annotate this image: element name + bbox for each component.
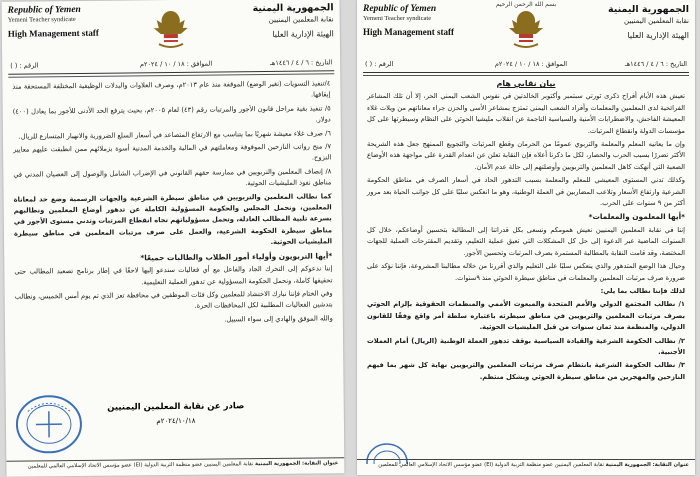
document-page-2: [2, 0, 345, 477]
demand-paragraph: كما نطالب المعلمين والتربويين في مناطق سيطرة الشرعية والجهات الرسمية وضع حد لمعاناة المعلمين، ونحمل المجلس والحكومة المسؤولية الكاملة عن تدهور أوضاع المعلمين ونطالبهم بسرعة تلبية المطالب العادلة، وتحمل مسؤولياتهم تجاه انقطاع المرتبات وتدني مستوى الأجور في مناطق سيطرة الحكومة الشرعية، والعمل على صرف مرتبات المعلمين في مناطق سيطرة المليشيات الحوثية.: [13, 191, 333, 247]
document-page-1: [357, 0, 695, 475]
signature-block: [96, 401, 256, 426]
footer-title: عنوان النقابة: الجمهورية اليمنية: [605, 462, 689, 468]
letterhead-union-ar: نقابة المعلمين اليمنيين: [268, 15, 334, 24]
letterhead-body-ar: الهيئة الإدارية العليا: [272, 29, 334, 39]
demand-item: ٤/تنفيذ التسويات (تغير الوضع) الموقفة منذ عام ٢٠١٣م، وصرف العلاوات والبدلات الوظيفية المختلفة المستحقة منذ إيقافها.: [12, 79, 331, 99]
english-letterhead: [8, 4, 128, 38]
reference-number: الرقم : ( ): [10, 61, 39, 70]
statement-title: بيان نقابي هام: [496, 79, 556, 88]
hijri-date: التاريخ : ٦ / ٤ / ١٤٤٦هـ: [269, 58, 333, 67]
letterhead-country-ar: الجمهورية اليمنية: [252, 2, 334, 15]
header-divider: [363, 72, 689, 73]
issuer-name: صادر عن نقابة المعلمين اليمنيين: [107, 401, 245, 413]
demand-item: ٣/ نطالب الحكومة الشرعية بانتظام صرف مرتبات المعلمين والتربويين نهاية كل شهر بما فيهم النازحين والمهجرين من مناطق سيطرة الحوثي وبشكل منتظم.: [367, 361, 685, 381]
page-footer: [6, 457, 344, 477]
reference-number: الرقم : ( ): [365, 60, 394, 68]
gregorian-date: الموافق : ١٨ / ١٠ / ٢٠٢٤م: [494, 60, 567, 68]
letterhead-body-en: High Management staff: [7, 27, 99, 39]
footer-text: نقابة المعلمين اليمنيين عضو منظمة التربية الدولية (EI) عضو مؤسس الاتحاد الإسلامي العالمي للمعلمين: [378, 462, 604, 468]
statement-body: [367, 78, 685, 385]
yemen-emblem-icon: [504, 8, 548, 50]
closing-paragraph: والله الموفق والهادي إلى سواء السبيل.: [224, 314, 333, 324]
hijri-date: التاريخ : ٦ / ٤ / ١٤٤٦هـ: [624, 60, 687, 68]
section-heading: *أيها المعلمون والمعلمات*: [588, 212, 685, 222]
statement-paragraph: وإن ما يعانيه المعلم والمعلمة والتربوي عمومًا من الحرمان وقطع المرتبات والتجويع الممنهج جعل هذه الشريحة الأكثر تضررًا بسبب الحرب والحصار، لكل ما ذكرنا أعلاه فإن النقابة تعلن عن انعدام القدرة على مواجهة هذه الأوضاع الصعبة التي أنهكت كاهل المعلمين والتربويين وأوصلتهم إلى حالة عدم الأمان.: [367, 140, 685, 171]
demand-item: ٨/ إنصاف المعلمين والتربويين في ممارسة حقهم القانوني في الإضراب الشامل والوصول إلى العصيان المدني في مناطق نفوذ المليشيات الحوثية.: [13, 167, 332, 188]
issue-date: ٢٠٢٤/١٠/١٨م: [156, 416, 196, 426]
statement-paragraph: إننا في نقابة المعلمين اليمنيين نعيش همومكم ونسعى بكل قدراتنا إلى المطالبة بتحسين أوضاعكم، خلال كل السنوات الماضية عبر الدعوة إلى حل كل المشكلات التي تعيق عملية التعليم، وتقديم المقترحات العملية للجهات المختصة، وقد قامت النقابة بالمطالبة المستمرة بصرف المرتبات وتحسين الأجور.: [367, 225, 685, 257]
english-letterhead: [363, 4, 483, 37]
letterhead-body-en: High Management staff: [363, 27, 454, 37]
basmala: بسم الله الرحمن الرحيم: [495, 1, 557, 8]
arabic-letterhead: [214, 2, 334, 39]
demand-item: ٢/ نطالب الحكومة الشرعية والقيادة السياسية بوقف تدهور العملة الوطنية (الريال) أمام العملات الأجنبية.: [367, 336, 685, 356]
demand-item: ١/ نطالب المجتمع الدولي والأمم المتحدة والمبعوث الأممي والمنظمات الحقوقية بإلزام الحوثي بصرف مرتبات المعلمين والتربويين في مناطق سيطرته باعتباره سلطة أمر واقع وفقًا للقانون الدولي، والمنظمة منذ ثمان سنوات من قبل المليشيات الحوثية.: [367, 300, 685, 332]
statement-paragraph: وحيال هذا الوضع المتدهور والذي ينعكس سلبًا على التعليم والذي أقررنا من خلاله مطالبنا المشروعة، فإننا نؤكد على ضرورة صرف مرتبات المعلمين والمعلمات في مناطق سيطرة الحوثي منذ ٩سنوات.: [367, 262, 685, 282]
demand-item: ٧/ منح رواتب النازحين الموقوفة ومعاملتهم في المالية والخدمة المدنية أسوة بزملائهم ممن انطبقت عليهم معايير النزوح.: [13, 142, 332, 162]
closing-paragraph: إننا ندعوكم إلى التحرك الجاد والفاعل مع أي فعاليات سندعو إليها لاحقًا في إطار برنامج تصعيد المطالب حتى تحقيقها كاملة، ونحمل الحكومة المسؤولية عن تدهور العملية التعليمية.: [14, 264, 333, 286]
gregorian-date: الموافق : ١٨ / ١٠ / ٢٠٢٤م: [139, 59, 213, 69]
statement-body-continued: [12, 78, 333, 329]
letterhead-union-en: Yemeni Teacher syndicate: [363, 15, 432, 22]
letterhead-country-en: Republic of Yemen: [363, 4, 437, 14]
yemen-emblem-icon: [149, 8, 193, 50]
demands-intro: لذلك فإننا نطالب بما يلي:: [600, 286, 685, 295]
letterhead-country-en: Republic of Yemen: [7, 4, 81, 16]
closing-paragraph: وفي الختام فإننا نبارك الاحتشاد للمعلمين وكل فئات الموظفين في محافظة تعز الذي تم يوم أمس الخميس، ونطالب بتدشين الفعاليات المطلبية لكل المحافظات الحرة.: [14, 289, 333, 311]
section-heading: *أيها التربويون وأولياء أمور الطلاب والطالبات جميعًا*: [140, 251, 333, 263]
letterhead-country-ar: الجمهورية اليمنية: [608, 4, 689, 15]
footer-title: عنوان النقابة: الجمهورية اليمنية: [254, 460, 339, 468]
statement-paragraph: تعيش هذه الأيام أفراح ذكرى ثورتي سبتمبر وأكتوبر الخالدتين في نفوس الشعب اليمني الحر، إلا أن تلك المشاعر الفرائحية لدى المعلمين والمعلمات وأفراد الشعب اليمني تمتزج بمشاعر الأسى والحزن جراء معاناتهم من ويلات غلاء المعيشة الفاحش، والاضطرابات الأمنية والسياسية الناجمة عن انقلاب مليشيا الحوثي على النظام وسيطرتها على كل مؤسسات الدولة وانقطاع المرتبات.: [367, 92, 685, 135]
letterhead-body-ar: الهيئة الإدارية العليا: [627, 31, 689, 40]
arabic-letterhead: [569, 4, 689, 40]
demand-item: ٦/ صرف غلاء معيشة شهريًا بما يتناسب مع الارتفاع المتصاعد في أسعار السلع الضرورية والانهيار المتسارع للريال.: [18, 128, 331, 141]
header-divider-thin: [363, 75, 689, 76]
demand-item: ٥/ تنفيذ بقية مراحل قانون الأجور والمرتبات رقم (٤٣) لعام ٢٠٠٥م، بحيث يترفع الحد الأدنى للأجور بما يعادل (٤٠٠) دولار.: [12, 104, 331, 124]
document-meta: [365, 60, 687, 72]
footer-text: نقابة المعلمين اليمنيين عضو منظمة التربية الدولية (EI) عضو مؤسس الاتحاد الإسلامي العالمي للمعلمين: [27, 461, 254, 470]
letterhead-union-ar: نقابة المعلمين اليمنيين: [624, 17, 689, 25]
statement-paragraph: وكذلك تدني المستوى المعيشي للمعلم والمعلمة بسبب التدهور الحاد في أسعار الصرف في مناطق الحكومة الشرعية وارتفاع الأسعار وتلاعب المضاربين في العملة الوطنية، وهو ما انعكس سلبًا على كل جوانب الحياة بعد مرور أكثر من ٩ سنوات على الحرب.: [367, 176, 685, 208]
page-footer: [357, 459, 695, 475]
union-stamp-icon: [14, 393, 85, 456]
letterhead-union-en: Yemeni Teacher syndicate: [7, 16, 76, 24]
